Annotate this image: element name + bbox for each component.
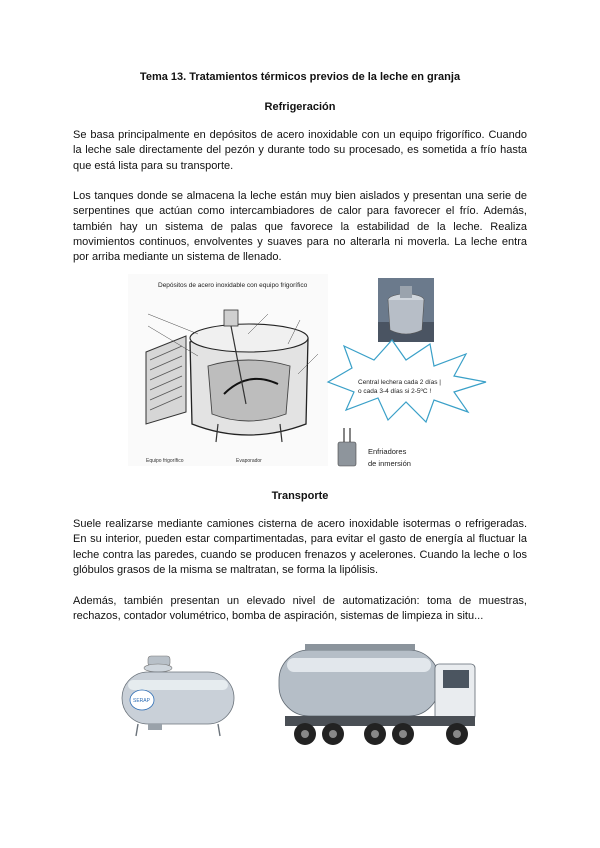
starburst-line-2: o cada 3-4 días si 2-5ºC ! [358,388,432,395]
immersion-label-line-1: Enfriadores [368,447,407,456]
delivery-frequency-starburst [322,338,490,424]
diagram-title: Depósitos de acero inoxidable con equipo frigorífico [158,282,308,289]
tank-body-drawing [190,310,308,442]
refrigeration-unit-drawing [146,336,186,424]
tanker-truck-photo [275,634,481,754]
starburst-line-1: Central lechera cada 2 días | [358,379,441,386]
immersion-cooler-label [366,444,436,472]
paragraph-refrigeracion-2: Los tanques donde se almacena la leche están muy bien aislados y presentan una serie de serpentines que actúan como intercambiadores de calor para favorecer el frío. Además, también hay un sistema de palas que favorece la estabilidad de la leche. Realiza movimientos continuos, envolventes y suaves para no alterarla ni moverla. La leche entra por arriba mediante un sistema de llenado. [73,190,527,264]
section-heading-transporte: Transporte [271,490,329,502]
label-evaporador: Evaporador [236,458,262,464]
immersion-cooler-photo [330,426,364,470]
tank-logo: SERAP [133,698,150,704]
tank-diagram-figure [128,274,328,466]
paragraph-refrigeracion-1: Se basa principalmente en depósitos de acero inoxidable con un equipo frigorífico. Cuando la leche sale directamente del pezón y durante todo su procesado, es sometida a frío hasta que está lista para su transporte. [73,129,527,172]
small-tank-photo [378,278,434,342]
document-title: Tema 13. Tratamientos térmicos previos de la leche en granja [139,71,461,83]
paragraph-transporte-2: Además, también presentan un elevado nivel de automatización: toma de muestras, rechazos, contador volumétrico, bomba de aspiración, sistemas de limpieza in situ... [73,595,527,623]
stainless-tank-photo [108,650,246,740]
label-equipo-frigorifico: Equipo frigorífico [146,458,184,464]
paragraph-transporte-1: Suele realizarse mediante camiones cisterna de acero inoxidable isotermas o refrigeradas. En su interior, pueden estar compartimentadas, para evitar el gasto de energía al fluctuar la leche contra las paredes, cuando se producen frenazos y acelerones. Cuando la leche o los glóbulos grasos de la misma se maltratan, se forma la lipólisis. [73,518,527,576]
section-heading-refrigeracion: Refrigeración [264,101,336,113]
immersion-label-line-2: de inmersión [368,459,411,468]
